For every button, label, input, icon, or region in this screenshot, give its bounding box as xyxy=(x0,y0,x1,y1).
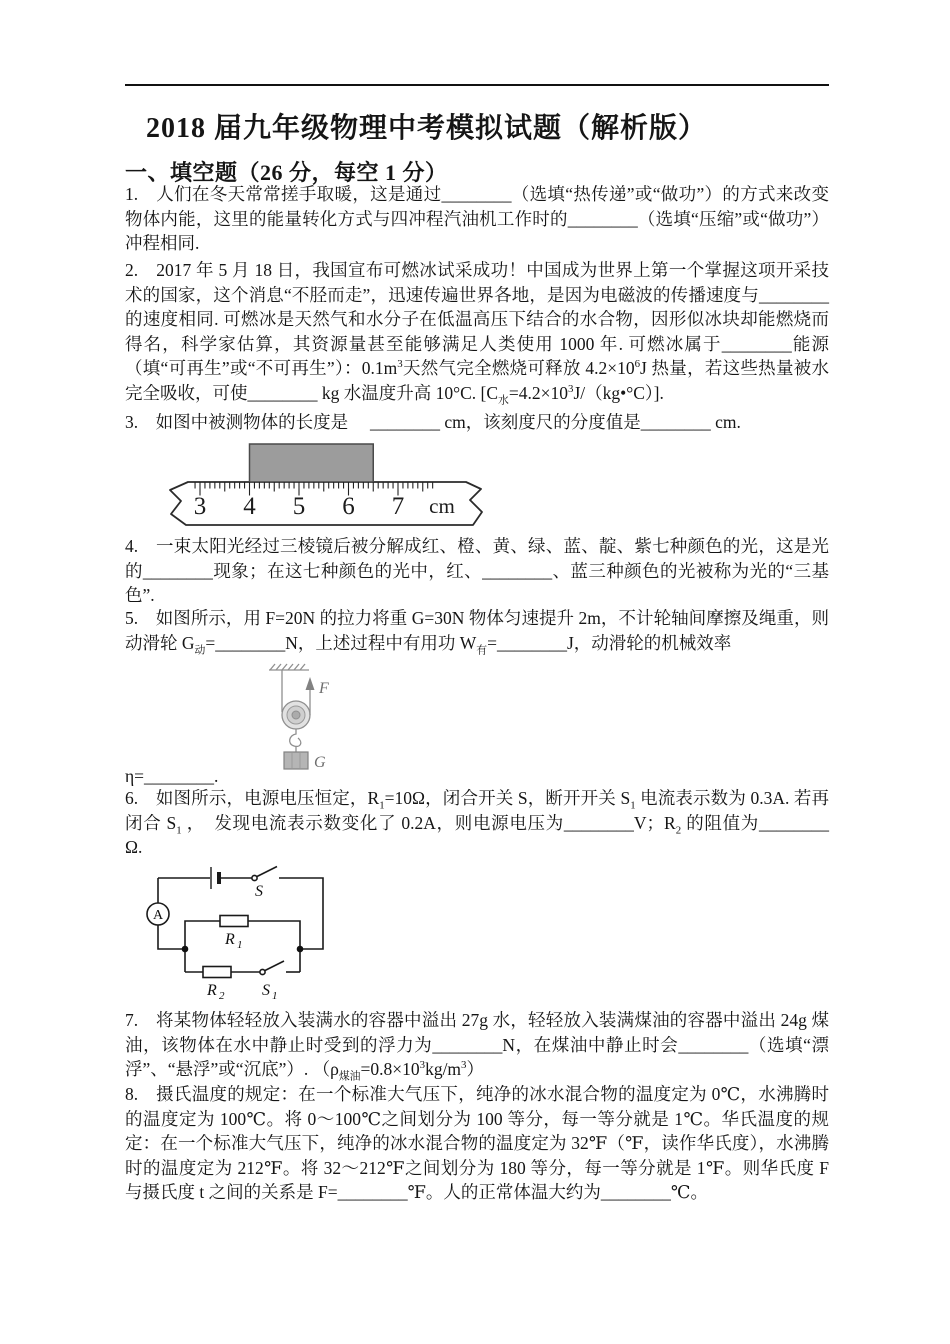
svg-text:4: 4 xyxy=(243,493,256,520)
resistor-r2-subscript: 2 xyxy=(219,990,225,1002)
hook-icon xyxy=(290,729,301,746)
question-5-eta-line: η=________. xyxy=(125,766,219,786)
junction-dot-right xyxy=(297,946,304,953)
ammeter-label: A xyxy=(152,908,164,923)
junction-dot-left xyxy=(182,946,189,953)
question-6: 6. 如图所示，电源电压恒定，$R_1=10\Omega$，闭合开关 S，断开开关 $S_1$ 电流表示数为 0.3A. 若再闭合 $S_1$ ， 发现电流表示数变化了 0.2A，则电源电压为________V；$R_2$ 的阻值为________ Ω. xyxy=(125,788,830,857)
resistor-r1-label: R xyxy=(225,931,235,948)
section-heading: 一、填空题（26 分，每空 1 分） xyxy=(125,160,448,185)
resistor-r1-icon xyxy=(220,916,248,927)
svg-text:5: 5 xyxy=(292,493,306,520)
switch-s1-subscript: 1 xyxy=(272,990,278,1002)
resistor-r2-icon xyxy=(203,967,231,978)
question-7: 7. 将某物体轻轻放入装满水的容器中溢出 27g 水，轻轻放入装满煤油的容器中溢出 24g 煤油，该物体在水中静止时受到的浮力为________N，在煤油中静止时会________（选填“漂浮”、“悬浮”或“沉底”）. $(\rho_{煤油}=0.8\times 10^3kg/m^3)$ xyxy=(125,1010,829,1083)
svg-text:7: 7 xyxy=(391,493,405,520)
ruler-figure xyxy=(168,438,486,530)
wire xyxy=(158,925,185,949)
question-2: 2. 2017 年 5 月 18 日，我国宣布可燃冰试采成功！中国成为世界上第一个掌握这项开采技术的国家，这个消息“不胫而走”，迅速传遍世界各地，是因为电磁波的传播速度与________的速度相同. 可燃冰是天然气和水分子在低温高压下结合的水合物，因形似冰块却能燃烧而得名，科学家估算，其资源量甚至能够满足人类使用 1000 年. 可燃冰属于________能源（填“可再生”或“不可再生”）：$0.1m^3$天然气完全燃烧可释放 $4.2\times 10^6J$ 热量，若这些热量被水完全吸收，可使________ kg 水温度升高 10°C. $[C_水=4.2\times 10^3J/(kg•^\circ C)]$. xyxy=(125,260,830,406)
ammeter-icon xyxy=(147,903,169,925)
question-1: 1. 人们在冬天常常搓手取暖，这是通过________（选填“热传递”或“做功”）的方式来改变物体内能，这里的能量转化方式与四冲程汽油机工作时的________（选填“压缩”或“做功”）冲程相同. xyxy=(125,184,829,253)
svg-text:3: 3 xyxy=(193,493,207,520)
battery-icon xyxy=(211,867,219,889)
svg-text:6: 6 xyxy=(342,493,355,520)
wire xyxy=(248,921,300,972)
resistor-r2-label: R xyxy=(207,982,217,999)
header-rule xyxy=(125,84,829,86)
switch-s-icon xyxy=(252,867,277,881)
question-4: 4. 一束太阳光经过三棱镜后被分解成红、橙、黄、绿、蓝、靛、紫七种颜色的光，这是光的________现象；在这七种颜色的光中，红、________、蓝三种颜色的光被称为光的“三基色”. xyxy=(125,536,829,605)
page-title: 2018 届九年级物理中考模拟试题（解析版） xyxy=(146,113,708,144)
switch-s1-icon xyxy=(260,961,284,975)
resistor-r1-subscript: 1 xyxy=(237,939,243,951)
question-8: 8. 摄氏温度的规定：在一个标准大气压下，纯净的冰水混合物的温度定为 0℃，水沸腾时的温度定为 100℃。将 0～100℃之间划分为 100 等分，每一等分就是 1℃。华氏温度的规定：在一个标准大气压下，纯净的冰水混合物的温度定为 32℉（℉，读作华氏度），水沸腾时的温度定为 212℉。将 32～212℉之间划分为 180 等分，每一等分就是 1℉。则华氏度 F 与摄氏度 t 之间的关系是 F=________℉。人的正常体温大约为________℃。 xyxy=(125,1084,829,1202)
circuit-figure xyxy=(140,860,340,1008)
weight-label: G xyxy=(314,754,326,771)
question-5: 5. 如图所示，用 F=20N 的拉力将重 G=30N 物体匀速提升 2m，不计轮轴间摩擦及绳重，则动滑轮 $G_动=\_\_\_\_\_\_\_\_N$，上述过程中有用功 $W_有=\_\_\_\_\_\_\_\_J$，动滑轮的机械效率 xyxy=(125,608,829,656)
pulley-figure xyxy=(256,660,351,772)
measured-object-block xyxy=(250,444,374,482)
force-label: F xyxy=(319,680,329,697)
switch-s1-label: S xyxy=(262,982,270,999)
switch-s-label: S xyxy=(255,883,263,900)
movable-pulley xyxy=(282,701,310,729)
wire xyxy=(279,878,323,949)
ruler-unit-label: cm xyxy=(429,494,455,518)
wire xyxy=(185,921,220,972)
question-3: 3. 如图中被测物体的长度是 ________ cm，该刻度尺的分度值是________ cm. xyxy=(125,412,741,432)
ceiling-mount xyxy=(269,664,309,670)
